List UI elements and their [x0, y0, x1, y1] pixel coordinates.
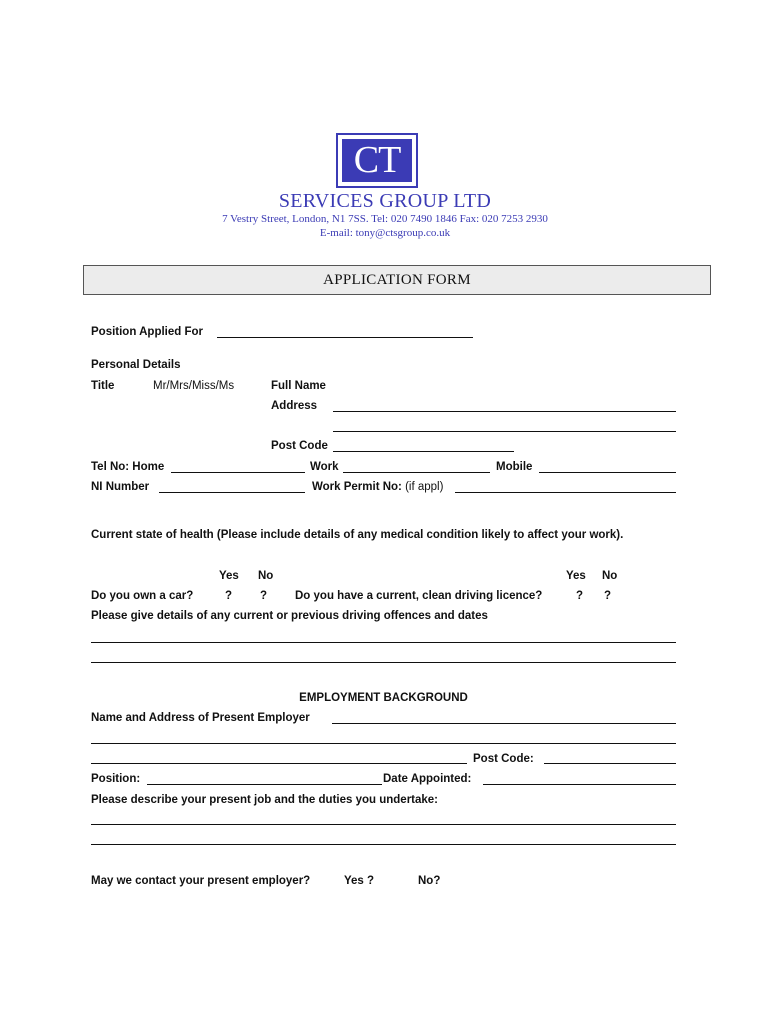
personal-details-heading: Personal Details — [91, 359, 181, 371]
car-yes-checkbox[interactable]: ? — [225, 590, 233, 602]
mobile-field[interactable] — [539, 472, 676, 473]
title-label: Title — [91, 380, 115, 392]
company-logo — [336, 133, 418, 188]
car-no-checkbox[interactable]: ? — [260, 590, 268, 602]
employer-field-line-3[interactable] — [91, 763, 467, 764]
employer-field-line-2[interactable] — [91, 743, 676, 744]
offences-field-line-1[interactable] — [91, 642, 676, 643]
mobile-label: Mobile — [496, 461, 533, 473]
car-yes-header: Yes — [219, 570, 239, 582]
date-appointed-field[interactable] — [483, 784, 676, 785]
work-permit-note: (if appl) — [405, 481, 444, 493]
full-name-label: Full Name — [271, 380, 326, 392]
ni-number-label: NI Number — [91, 481, 150, 493]
ni-number-field[interactable] — [159, 492, 305, 493]
employer-name-address-label: Name and Address of Present Employer — [91, 712, 310, 724]
work-permit-field[interactable] — [455, 492, 676, 493]
offences-field-line-2[interactable] — [91, 662, 676, 663]
contact-employer-question: May we contact your present employer? — [91, 875, 311, 887]
tel-home-label: Tel No: Home — [91, 461, 165, 473]
contact-no-checkbox[interactable]: No? — [418, 875, 441, 887]
tel-work-label: Work — [310, 461, 339, 473]
address-field-line-2[interactable] — [333, 431, 676, 432]
licence-no-header: No — [602, 570, 618, 582]
employer-post-code-field[interactable] — [544, 763, 676, 764]
describe-job-label: Please describe your present job and the duties you undertake: — [91, 794, 439, 806]
form-title: APPLICATION FORM — [83, 265, 711, 295]
offences-question: Please give details of any current or previous driving offences and dates — [91, 610, 488, 622]
describe-job-field-line-2[interactable] — [91, 844, 676, 845]
address-field-line-1[interactable] — [333, 411, 676, 412]
title-options[interactable]: Mr/Mrs/Miss/Ms — [153, 380, 235, 392]
licence-question: Do you have a current, clean driving licence? — [295, 590, 543, 602]
position-field[interactable] — [147, 784, 382, 785]
post-code-field[interactable] — [333, 451, 514, 452]
company-address: 7 Vestry Street, London, N1 7SS. Tel: 020 7490 1846 Fax: 020 7253 2930 — [222, 213, 548, 225]
company-email: E-mail: tony@ctsgroup.co.uk — [319, 227, 451, 239]
describe-job-field-line-1[interactable] — [91, 824, 676, 825]
position-applied-label: Position Applied For — [91, 326, 204, 338]
health-question: Current state of health (Please include details of any medical condition likely to affect your work). — [91, 529, 624, 541]
tel-work-field[interactable] — [343, 472, 490, 473]
address-label: Address — [271, 400, 318, 412]
own-car-question: Do you own a car? — [91, 590, 194, 602]
contact-yes-checkbox[interactable]: Yes ? — [344, 875, 375, 887]
company-name: SERVICES GROUP LTD — [278, 190, 492, 212]
licence-no-checkbox[interactable]: ? — [604, 590, 612, 602]
employer-post-code-label: Post Code: — [473, 753, 534, 765]
post-code-label: Post Code — [271, 440, 328, 452]
car-no-header: No — [258, 570, 274, 582]
licence-yes-checkbox[interactable]: ? — [576, 590, 584, 602]
licence-yes-header: Yes — [566, 570, 586, 582]
position-label: Position: — [91, 773, 141, 785]
employment-heading: EMPLOYMENT BACKGROUND — [299, 692, 468, 704]
tel-home-field[interactable] — [171, 472, 305, 473]
work-permit-label — [312, 480, 443, 494]
logo-text: CT — [342, 139, 412, 182]
position-applied-field[interactable] — [217, 337, 473, 338]
date-appointed-label: Date Appointed: — [383, 773, 472, 785]
work-permit-label-text: Work Permit No: — [312, 481, 402, 493]
employer-field-line-1[interactable] — [332, 723, 676, 724]
